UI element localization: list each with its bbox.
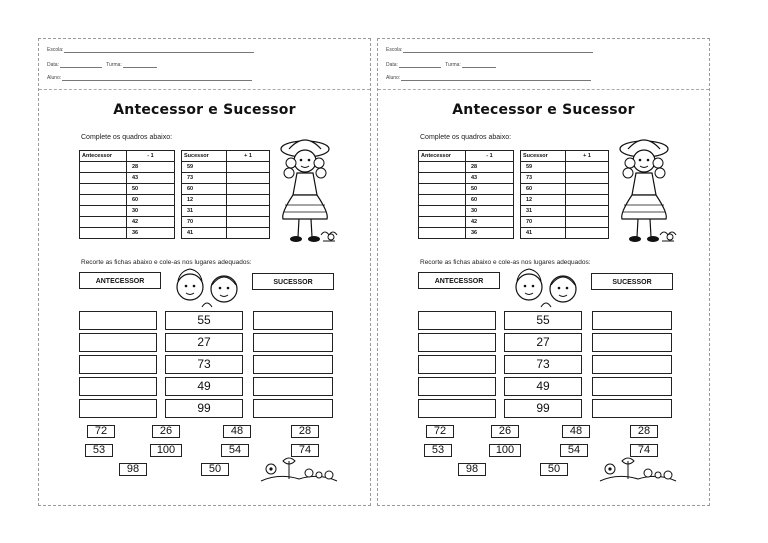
antecessor-slot[interactable] (79, 333, 157, 352)
answer-cell[interactable] (566, 217, 609, 228)
antecessor-label: ANTECESSOR (79, 272, 161, 289)
answer-cell[interactable] (419, 217, 466, 228)
sucessor-slot[interactable] (592, 355, 672, 374)
answer-cell[interactable] (566, 206, 609, 217)
answer-cell[interactable] (227, 184, 270, 195)
antecessor-table: Antecessor - 1 28 43 50 60 30 42 36 (418, 150, 514, 239)
middle-number: 73 (165, 355, 243, 374)
girl-illustration (610, 135, 680, 255)
number-card[interactable]: 98 (458, 463, 486, 476)
answer-cell[interactable] (80, 184, 127, 195)
middle-number: 27 (165, 333, 243, 352)
instruction-recorte: Recorte as fichas abaixo e cole-as nos lugares adequados: (420, 259, 591, 266)
page-title: Antecessor e Sucessor (113, 102, 296, 118)
number-card[interactable]: 74 (291, 444, 319, 457)
aluno-line: Aluno: (386, 75, 591, 81)
data-turma-line: Data: Turma: (47, 62, 157, 68)
sucessor-slot[interactable] (253, 311, 333, 330)
kids-illustration (172, 267, 248, 309)
number-card[interactable]: 74 (630, 444, 658, 457)
number-card[interactable]: 48 (562, 425, 590, 438)
answer-cell[interactable] (566, 195, 609, 206)
number-card[interactable]: 48 (223, 425, 251, 438)
antecessor-slot[interactable] (418, 399, 496, 418)
aluno-line: Aluno: (47, 75, 252, 81)
sucessor-slot[interactable] (592, 377, 672, 396)
escola-line: Escola: (47, 47, 254, 53)
page-title: Antecessor e Sucessor (452, 102, 635, 118)
answer-cell[interactable] (419, 173, 466, 184)
antecessor-slot[interactable] (418, 311, 496, 330)
data-turma-line: Data: Turma: (386, 62, 496, 68)
answer-cell[interactable] (419, 184, 466, 195)
antecessor-slot[interactable] (79, 355, 157, 374)
instruction-complete: Complete os quadros abaixo: (81, 134, 173, 141)
number-card[interactable]: 53 (424, 444, 452, 457)
answer-cell[interactable] (227, 217, 270, 228)
sucessor-table: Sucessor + 1 59 73 60 12 31 70 41 (181, 150, 270, 239)
worksheet-right (377, 38, 710, 506)
number-card[interactable]: 98 (119, 463, 147, 476)
answer-cell[interactable] (80, 162, 127, 173)
sucessor-slot[interactable] (592, 399, 672, 418)
sucessor-slot[interactable] (253, 355, 333, 374)
answer-cell[interactable] (566, 173, 609, 184)
antecessor-slot[interactable] (418, 333, 496, 352)
answer-cell[interactable] (80, 195, 127, 206)
answer-cell[interactable] (227, 206, 270, 217)
answer-cell[interactable] (80, 173, 127, 184)
number-card[interactable]: 50 (540, 463, 568, 476)
antecessor-slot[interactable] (79, 399, 157, 418)
sucessor-label: SUCESSOR (591, 273, 673, 290)
number-card[interactable]: 100 (150, 444, 182, 457)
middle-number: 55 (165, 311, 243, 330)
sucessor-label: SUCESSOR (252, 273, 334, 290)
antecessor-slot[interactable] (79, 311, 157, 330)
answer-cell[interactable] (566, 162, 609, 173)
middle-number: 49 (504, 377, 582, 396)
middle-number: 27 (504, 333, 582, 352)
answer-cell[interactable] (227, 195, 270, 206)
number-card[interactable]: 50 (201, 463, 229, 476)
answer-cell[interactable] (227, 173, 270, 184)
number-card[interactable]: 28 (291, 425, 319, 438)
escola-line: Escola: (386, 47, 593, 53)
flowers-illustration (259, 455, 339, 483)
answer-cell[interactable] (227, 162, 270, 173)
number-card[interactable]: 26 (491, 425, 519, 438)
answer-cell[interactable] (419, 228, 466, 239)
instruction-complete: Complete os quadros abaixo: (420, 134, 512, 141)
number-card[interactable]: 100 (489, 444, 521, 457)
middle-number: 55 (504, 311, 582, 330)
antecessor-slot[interactable] (79, 377, 157, 396)
answer-cell[interactable] (566, 228, 609, 239)
middle-number: 99 (504, 399, 582, 418)
answer-cell[interactable] (566, 184, 609, 195)
instruction-recorte: Recorte as fichas abaixo e cole-as nos lugares adequados: (81, 259, 252, 266)
antecessor-table: Antecessor - 1 28 43 50 60 30 42 36 (79, 150, 175, 239)
flowers-illustration (598, 455, 678, 483)
girl-illustration (271, 135, 341, 255)
number-card[interactable]: 54 (221, 444, 249, 457)
sucessor-slot[interactable] (592, 311, 672, 330)
number-card[interactable]: 53 (85, 444, 113, 457)
sucessor-slot[interactable] (592, 333, 672, 352)
number-card[interactable]: 72 (87, 425, 115, 438)
answer-cell[interactable] (80, 217, 127, 228)
sucessor-table: Sucessor + 1 59 73 60 12 31 70 41 (520, 150, 609, 239)
sucessor-slot[interactable] (253, 399, 333, 418)
middle-number: 49 (165, 377, 243, 396)
number-card[interactable]: 28 (630, 425, 658, 438)
sucessor-slot[interactable] (253, 333, 333, 352)
middle-number: 73 (504, 355, 582, 374)
antecessor-slot[interactable] (418, 377, 496, 396)
answer-cell[interactable] (419, 206, 466, 217)
antecessor-slot[interactable] (418, 355, 496, 374)
antecessor-label: ANTECESSOR (418, 272, 500, 289)
number-card[interactable]: 72 (426, 425, 454, 438)
answer-cell[interactable] (227, 228, 270, 239)
worksheet-left (38, 38, 371, 506)
number-card[interactable]: 26 (152, 425, 180, 438)
number-card[interactable]: 54 (560, 444, 588, 457)
middle-number: 99 (165, 399, 243, 418)
answer-cell[interactable] (80, 228, 127, 239)
answer-cell[interactable] (419, 195, 466, 206)
answer-cell[interactable] (80, 206, 127, 217)
kids-illustration (511, 267, 587, 309)
answer-cell[interactable] (419, 162, 466, 173)
sucessor-slot[interactable] (253, 377, 333, 396)
